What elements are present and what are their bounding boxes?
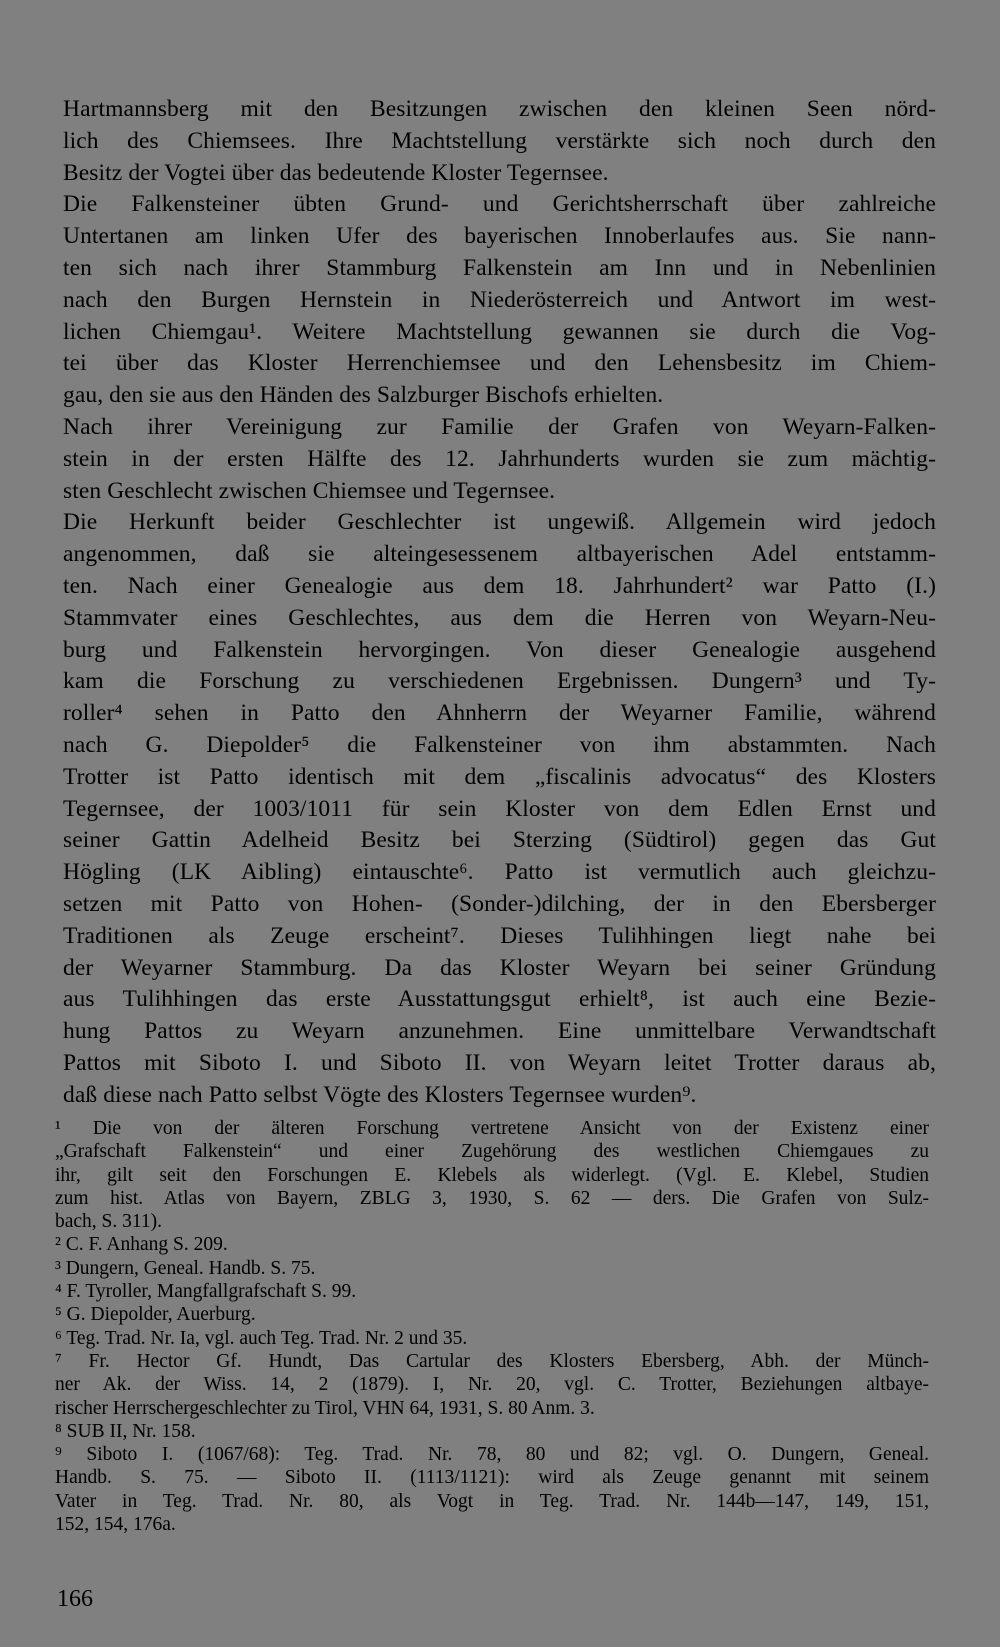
footnote-line: ³ Dungern, Geneal. Handb. S. 75. [55,1257,316,1279]
body-line: ten sich nach ihrer Stammburg Falkenstein am Inn und in Nebenlinien [63,254,936,281]
body-line: burg und Falkenstein hervorgingen. Von dieser Genealogie ausgehend [63,636,936,663]
footnote-line: ⁹ Siboto I. (1067/68): Teg. Trad. Nr. 78, 80 und 82; vgl. O. Dungern, Geneal. [55,1444,929,1466]
footnote-line: ⁴ F. Tyroller, Mangfallgrafschaft S. 99. [55,1281,357,1303]
body-line: nach den Burgen Hernstein in Niederösterreich und Antwort im west- [63,286,936,313]
body-line: sten Geschlecht zwischen Chiemsee und Tegernsee. [63,477,556,504]
body-line: Hartmannsberg mit den Besitzungen zwischen den kleinen Seen nörd- [63,96,936,122]
body-line: hung Pattos zu Weyarn anzunehmen. Eine unmittelbare Verwandtschaft [63,1018,936,1045]
body-line: seiner Gattin Adelheid Besitz bei Sterzing (Südtirol) gegen das Gut [63,827,936,854]
body-line: Trotter ist Patto identisch mit dem „fiscalinis advocatus“ des Klosters [63,763,936,790]
body-line: roller⁴ sehen in Patto den Ahnherrn der Weyarner Familie, während [63,700,936,727]
body-line: der Weyarner Stammburg. Da das Kloster Weyarn bei seiner Gründung [63,954,936,981]
footnote-line: ¹ Die von der älteren Forschung vertretene Ansicht von der Existenz einer [55,1118,929,1139]
footnote-line: 152, 154, 176a. [55,1514,176,1536]
footnote-line: ⁸ SUB II, Nr. 158. [55,1420,196,1442]
body-line: daß diese nach Patto selbst Vögte des Klosters Tegernsee wurden⁹. [63,1081,697,1108]
footnote-line: ihr, gilt seit den Forschungen E. Klebels als widerlegt. (Vgl. E. Klebel, Studien [55,1164,929,1186]
body-line: Die Herkunft beider Geschlechter ist ungewiß. Allgemein wird jedoch [63,509,936,536]
body-line: Untertanen am linken Ufer des bayerischen Innoberlaufes aus. Sie nann- [63,223,936,250]
body-line: Tegernsee, der 1003/1011 für sein Kloster von dem Edlen Ernst und [63,795,936,822]
footnote-line: ⁷ Fr. Hector Gf. Hundt, Das Cartular des Klosters Ebersberg, Abh. der Münch- [55,1350,929,1372]
footnote-line: Handb. S. 75. — Siboto II. (1113/1121): wird als Zeuge genannt mit seinem [55,1467,929,1489]
body-line: nach G. Diepolder⁵ die Falkensteiner von ihm abstammten. Nach [63,731,936,758]
body-line: ten. Nach einer Genealogie aus dem 18. Jahrhundert² war Patto (I.) [63,572,936,599]
page-number: 166 [57,1586,93,1612]
footnote-line: rischer Herrschergeschlechter zu Tirol, VHN 64, 1931, S. 80 Anm. 3. [55,1397,595,1419]
body-line: lich des Chiemsees. Ihre Machtstellung verstärkte sich noch durch den [63,127,936,154]
body-line: kam die Forschung zu verschiedenen Ergebnissen. Dungern³ und Ty- [63,668,936,695]
body-line: Besitz der Vogtei über das bedeutende Kloster Tegernsee. [63,159,609,186]
body-line: Högling (LK Aibling) eintauschte⁶. Patto ist vermutlich auch gleichzu- [63,859,936,886]
footnote-line: Vater in Teg. Trad. Nr. 80, als Vogt in Teg. Trad. Nr. 144b—147, 149, 151, [55,1490,929,1512]
body-line: aus Tulihhingen das erste Ausstattungsgut erhielt⁸, ist auch eine Bezie- [63,986,936,1013]
footnote-line: ner Ak. der Wiss. 14, 2 (1879). I, Nr. 20, vgl. C. Trotter, Beziehungen altbaye- [55,1374,929,1396]
footnote-line: bach, S. 311). [55,1211,163,1233]
body-line: Stammvater eines Geschlechtes, aus dem die Herren von Weyarn-Neu- [63,604,936,631]
body-line: gau, den sie aus den Händen des Salzburger Bischofs erhielten. [63,382,664,409]
footnote-line: „Grafschaft Falkenstein“ und einer Zugehörung des westlichen Chiemgaues zu [55,1141,929,1163]
footnote-line: ⁵ G. Diepolder, Auerburg. [55,1304,256,1326]
body-line: Traditionen als Zeuge erscheint⁷. Dieses Tulihhingen liegt nahe bei [63,922,936,949]
body-line: tei über das Kloster Herrenchiemsee und den Lehensbesitz im Chiem- [63,350,936,377]
footnote-line: ⁶ Teg. Trad. Nr. Ia, vgl. auch Teg. Trad. Nr. 2 und 35. [55,1327,468,1349]
body-line: Die Falkensteiner übten Grund- und Gerichtsherrschaft über zahlreiche [63,191,936,218]
footnotes [55,1117,929,1536]
footnote-line: zum hist. Atlas von Bayern, ZBLG 3, 1930, S. 62 — ders. Die Grafen von Sulz- [55,1187,929,1209]
body-text [63,94,936,1112]
body-line: lichen Chiemgau¹. Weitere Machtstellung gewannen sie durch die Vog- [63,318,936,345]
body-line: angenommen, daß sie alteingesessenem altbayerischen Adel entstamm- [63,541,936,568]
footnote-line: ² C. F. Anhang S. 209. [55,1234,228,1256]
body-line: Nach ihrer Vereinigung zur Familie der Grafen von Weyarn-Falken- [63,413,936,440]
body-line: Pattos mit Siboto I. und Siboto II. von Weyarn leitet Trotter daraus ab, [63,1049,936,1076]
body-line: stein in der ersten Hälfte des 12. Jahrhunderts wurden sie zum mächtig- [63,445,936,472]
body-line: setzen mit Patto von Hohen- (Sonder-)dilching, der in den Ebersberger [63,890,936,917]
